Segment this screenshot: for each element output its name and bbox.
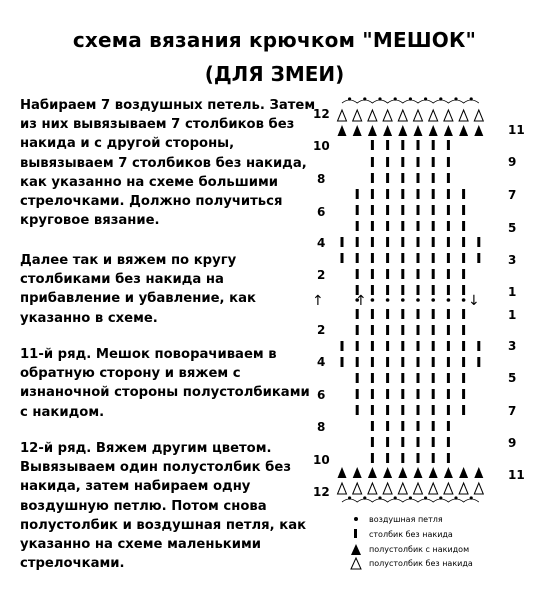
- chain-symbol: [386, 298, 390, 302]
- row-label: 12: [313, 107, 330, 121]
- row-label: 1: [508, 285, 517, 299]
- sc-symbol: [462, 341, 465, 351]
- sc-symbol: [447, 437, 450, 447]
- sc-symbol: [371, 357, 374, 367]
- sc-symbol: [371, 237, 374, 247]
- hdc-symbol: [353, 125, 362, 136]
- sc-symbol: [401, 237, 404, 247]
- sc-symbol: [432, 205, 435, 215]
- sc-symbol: [432, 405, 435, 415]
- chain-symbol: [447, 298, 451, 302]
- sc-symbol: [417, 453, 420, 463]
- sc-symbol: [371, 269, 374, 279]
- chain-symbol: [470, 97, 473, 100]
- hsc-symbol: [353, 483, 362, 494]
- sc-symbol: [386, 173, 389, 183]
- instruction-paragraph-4: 12-й ряд. Вяжем другим цветом. Вывязываем один полустолбик без накида, затем набираем одну воздушную петлю. Потом снова полустолбик и воздушная петля, как указанно на схеме маленькими стрелочками.: [20, 441, 307, 572]
- sc-symbol: [341, 341, 344, 351]
- sc-symbol: [371, 173, 374, 183]
- hdc-symbol: [353, 467, 362, 478]
- sc-symbol: [462, 325, 465, 335]
- hdc-symbol: [459, 467, 468, 478]
- hsc-symbol: [474, 110, 483, 121]
- sc-symbol: [462, 237, 465, 247]
- sc-symbol: [447, 221, 450, 231]
- sc-symbol: [401, 189, 404, 199]
- row-label: 7: [508, 188, 517, 202]
- sc-symbol: [401, 405, 404, 415]
- hdc-symbol: [459, 125, 468, 136]
- sc-symbol: [401, 157, 404, 167]
- sc-symbol: [447, 389, 450, 399]
- sc-symbol: [386, 453, 389, 463]
- arrow-up-icon: ↑: [355, 293, 367, 309]
- hsc-symbol: [338, 110, 347, 121]
- sc-symbol: [371, 189, 374, 199]
- sc-symbol: [417, 325, 420, 335]
- sc-symbol: [447, 269, 450, 279]
- row-label: 5: [508, 371, 517, 385]
- hsc-symbol: [398, 483, 407, 494]
- sc-symbol: [432, 325, 435, 335]
- sc-symbol: [447, 237, 450, 247]
- instruction-paragraph-2: Далее так и вяжем по кругу столбиками без накида на прибавление и убавление, как указанно в схеме.: [20, 253, 256, 326]
- sc-symbol: [477, 341, 480, 351]
- hdc-symbol: [338, 467, 347, 478]
- sc-symbol: [462, 373, 465, 383]
- chain-symbol: [394, 496, 397, 499]
- row-label: 6: [317, 388, 326, 402]
- sc-symbol: [386, 205, 389, 215]
- chain-symbol: [462, 298, 466, 302]
- sc-symbol: [432, 237, 435, 247]
- sc-symbol: [417, 221, 420, 231]
- row-label: 11: [508, 123, 525, 137]
- sc-symbol: [371, 421, 374, 431]
- chain-symbol: [378, 496, 381, 499]
- hsc-symbol: [368, 483, 377, 494]
- sc-symbol: [417, 269, 420, 279]
- sc-symbol: [371, 325, 374, 335]
- row-label: 9: [508, 436, 517, 450]
- instruction-paragraph-1: Набираем 7 воздушных петель. Затем из них вывязываем 7 столбиков без накида и с другой стороны, вывязываем 7 столбиков без накида, как указанно на схеме большими стрелочками. Должно получиться круговое вязание.: [20, 98, 316, 229]
- sc-symbol: [447, 205, 450, 215]
- sc-symbol: [447, 285, 450, 295]
- hdc-symbol: [368, 125, 377, 136]
- sc-symbol: [432, 341, 435, 351]
- sc-symbol: [371, 453, 374, 463]
- sc-symbol: [356, 325, 359, 335]
- sc-symbol: [371, 405, 374, 415]
- sc-symbol: [401, 205, 404, 215]
- hsc-symbol: [429, 110, 438, 121]
- sc-symbol: [477, 237, 480, 247]
- sc-symbol: [356, 221, 359, 231]
- sc-symbol: [432, 373, 435, 383]
- row-label: 3: [508, 253, 517, 267]
- sc-symbol: [386, 237, 389, 247]
- sc-symbol: [386, 269, 389, 279]
- row-label: 9: [508, 155, 517, 169]
- sc-symbol: [401, 389, 404, 399]
- hsc-symbol: [414, 110, 423, 121]
- sc-symbol: [386, 421, 389, 431]
- chain-symbol: [424, 496, 427, 499]
- chain-symbol: [363, 97, 366, 100]
- sc-symbol: [432, 389, 435, 399]
- chain-symbol: [348, 496, 351, 499]
- sc-symbol: [356, 341, 359, 351]
- sc-symbol: [462, 205, 465, 215]
- chain-symbol: [409, 97, 412, 100]
- row-label: 8: [317, 172, 326, 186]
- sc-symbol: [401, 421, 404, 431]
- sc-symbol: [447, 309, 450, 319]
- sc-symbol: [401, 221, 404, 231]
- sc-symbol: [477, 357, 480, 367]
- chain-legend-icon: [354, 517, 358, 521]
- sc-symbol: [447, 325, 450, 335]
- sc-symbol: [432, 285, 435, 295]
- sc-symbol: [386, 325, 389, 335]
- page-subtitle: (ДЛЯ ЗМЕИ): [204, 62, 345, 86]
- sc-symbol: [341, 253, 344, 263]
- hdc-symbol: [398, 467, 407, 478]
- hdc-symbol: [398, 125, 407, 136]
- sc-symbol: [417, 157, 420, 167]
- sc-symbol: [356, 189, 359, 199]
- sc-symbol: [432, 189, 435, 199]
- sc-symbol: [417, 389, 420, 399]
- sc-symbol: [432, 140, 435, 150]
- sc-symbol: [356, 357, 359, 367]
- sc-symbol: [371, 205, 374, 215]
- hsc-symbol: [338, 483, 347, 494]
- sc-symbol: [447, 421, 450, 431]
- sc-symbol: [447, 157, 450, 167]
- sc-symbol: [401, 173, 404, 183]
- sc-symbol: [462, 189, 465, 199]
- sc-symbol: [401, 325, 404, 335]
- row-label: 11: [508, 468, 525, 482]
- chain-symbol: [454, 97, 457, 100]
- sc-legend-icon: [354, 529, 357, 538]
- row-label: 10: [313, 139, 330, 153]
- row-label: 1: [508, 308, 517, 322]
- sc-symbol: [417, 309, 420, 319]
- hdc-symbol: [474, 125, 483, 136]
- row-label: 6: [317, 205, 326, 219]
- sc-symbol: [386, 373, 389, 383]
- chain-symbol: [439, 97, 442, 100]
- sc-symbol: [386, 389, 389, 399]
- sc-symbol: [371, 285, 374, 295]
- sc-symbol: [386, 309, 389, 319]
- sc-symbol: [386, 189, 389, 199]
- legend-label-chain: воздушная петля: [369, 515, 443, 524]
- sc-symbol: [417, 205, 420, 215]
- legend: [351, 515, 473, 569]
- row-label: 8: [317, 420, 326, 434]
- chain-symbol: [439, 496, 442, 499]
- hdc-symbol: [414, 125, 423, 136]
- arrow-up-icon: ↑: [312, 293, 324, 309]
- sc-symbol: [417, 373, 420, 383]
- hsc-symbol: [414, 483, 423, 494]
- hdc-symbol: [429, 467, 438, 478]
- sc-symbol: [386, 253, 389, 263]
- hsc-symbol: [383, 483, 392, 494]
- sc-symbol: [462, 269, 465, 279]
- legend-label-sc: столбик без накида: [369, 530, 453, 539]
- hdc-symbol: [383, 125, 392, 136]
- sc-symbol: [432, 157, 435, 167]
- hsc-symbol: [353, 110, 362, 121]
- sc-symbol: [417, 253, 420, 263]
- chain-symbol: [401, 298, 405, 302]
- chain-symbol: [378, 97, 381, 100]
- sc-symbol: [417, 173, 420, 183]
- chain-symbol: [431, 298, 435, 302]
- sc-symbol: [462, 405, 465, 415]
- sc-symbol: [371, 341, 374, 351]
- sc-symbol: [401, 437, 404, 447]
- sc-symbol: [371, 437, 374, 447]
- sc-symbol: [341, 357, 344, 367]
- sc-symbol: [371, 221, 374, 231]
- sc-symbol: [401, 253, 404, 263]
- sc-symbol: [477, 253, 480, 263]
- row-label: 7: [508, 404, 517, 418]
- row-label: 10: [313, 453, 330, 467]
- sc-symbol: [417, 405, 420, 415]
- sc-symbol: [462, 221, 465, 231]
- sc-symbol: [386, 285, 389, 295]
- instruction-paragraph-3: 11-й ряд. Мешок поворачиваем в обратную сторону и вяжем с изнаночной стороны полустолбиками с накидом.: [20, 347, 310, 420]
- sc-symbol: [386, 357, 389, 367]
- sc-symbol: [417, 357, 420, 367]
- sc-symbol: [447, 341, 450, 351]
- sc-symbol: [386, 221, 389, 231]
- sc-symbol: [401, 285, 404, 295]
- sc-symbol: [432, 269, 435, 279]
- sc-symbol: [417, 140, 420, 150]
- sc-symbol: [417, 237, 420, 247]
- sc-symbol: [386, 140, 389, 150]
- hsc-symbol: [459, 110, 468, 121]
- hdc-symbol: [368, 467, 377, 478]
- sc-symbol: [432, 357, 435, 367]
- legend-label-hdc: полустолбик с накидом: [369, 545, 470, 554]
- sc-symbol: [356, 389, 359, 399]
- hsc-symbol: [444, 483, 453, 494]
- legend-label-hsc: полустолбик без накида: [369, 559, 473, 568]
- sc-symbol: [401, 269, 404, 279]
- hdc-symbol: [383, 467, 392, 478]
- sc-symbol: [386, 405, 389, 415]
- sc-symbol: [432, 253, 435, 263]
- sc-symbol: [447, 253, 450, 263]
- sc-symbol: [462, 309, 465, 319]
- sc-symbol: [447, 373, 450, 383]
- sc-symbol: [371, 373, 374, 383]
- sc-symbol: [432, 421, 435, 431]
- chain-symbol: [363, 496, 366, 499]
- sc-symbol: [401, 357, 404, 367]
- sc-symbol: [417, 341, 420, 351]
- row-label: 3: [508, 339, 517, 353]
- sc-symbol: [447, 173, 450, 183]
- sc-symbol: [401, 341, 404, 351]
- sc-symbol: [356, 405, 359, 415]
- hdc-symbol: [414, 467, 423, 478]
- chain-symbol: [348, 97, 351, 100]
- sc-symbol: [386, 157, 389, 167]
- hsc-symbol: [383, 110, 392, 121]
- sc-symbol: [432, 221, 435, 231]
- sc-symbol: [462, 285, 465, 295]
- hdc-symbol: [444, 467, 453, 478]
- sc-symbol: [371, 253, 374, 263]
- sc-symbol: [417, 437, 420, 447]
- sc-symbol: [447, 357, 450, 367]
- hdc-symbol: [444, 125, 453, 136]
- hsc-legend-icon: [351, 558, 361, 569]
- sc-symbol: [356, 373, 359, 383]
- sc-symbol: [417, 189, 420, 199]
- sc-symbol: [447, 140, 450, 150]
- hsc-symbol: [368, 110, 377, 121]
- sc-symbol: [432, 437, 435, 447]
- chain-symbol: [470, 496, 473, 499]
- sc-symbol: [447, 189, 450, 199]
- sc-symbol: [432, 309, 435, 319]
- hdc-legend-icon: [351, 544, 361, 555]
- sc-symbol: [432, 173, 435, 183]
- sc-symbol: [371, 140, 374, 150]
- hsc-symbol: [459, 483, 468, 494]
- arrow-down-icon: ↓: [468, 293, 480, 309]
- hdc-symbol: [338, 125, 347, 136]
- sc-symbol: [462, 389, 465, 399]
- sc-symbol: [356, 237, 359, 247]
- sc-symbol: [432, 453, 435, 463]
- sc-symbol: [386, 341, 389, 351]
- sc-symbol: [371, 389, 374, 399]
- row-label: 12: [313, 485, 330, 499]
- chain-symbol: [424, 97, 427, 100]
- sc-symbol: [417, 421, 420, 431]
- chain-symbol: [416, 298, 420, 302]
- row-label: 4: [317, 236, 326, 250]
- hdc-symbol: [474, 467, 483, 478]
- hsc-symbol: [398, 110, 407, 121]
- sc-symbol: [356, 309, 359, 319]
- sc-symbol: [371, 309, 374, 319]
- sc-symbol: [401, 373, 404, 383]
- hsc-symbol: [444, 110, 453, 121]
- sc-symbol: [462, 357, 465, 367]
- sc-symbol: [401, 453, 404, 463]
- sc-symbol: [341, 237, 344, 247]
- row-label: 5: [508, 221, 517, 235]
- sc-symbol: [356, 205, 359, 215]
- sc-symbol: [447, 405, 450, 415]
- chain-symbol: [409, 496, 412, 499]
- chain-symbol: [454, 496, 457, 499]
- row-label: 4: [317, 355, 326, 369]
- sc-symbol: [386, 437, 389, 447]
- hsc-symbol: [429, 483, 438, 494]
- chain-symbol: [394, 97, 397, 100]
- page-title: схема вязания крючком "МЕШОК": [72, 28, 477, 52]
- sc-symbol: [356, 269, 359, 279]
- row-label: 2: [317, 323, 326, 337]
- sc-symbol: [371, 157, 374, 167]
- row-labels-right: [508, 123, 525, 482]
- hdc-symbol: [429, 125, 438, 136]
- chain-symbol: [371, 298, 375, 302]
- sc-symbol: [401, 140, 404, 150]
- sc-symbol: [401, 309, 404, 319]
- hsc-symbol: [474, 483, 483, 494]
- sc-symbol: [356, 253, 359, 263]
- sc-symbol: [462, 253, 465, 263]
- sc-symbol: [417, 285, 420, 295]
- sc-symbol: [447, 453, 450, 463]
- row-label: 2: [317, 268, 326, 282]
